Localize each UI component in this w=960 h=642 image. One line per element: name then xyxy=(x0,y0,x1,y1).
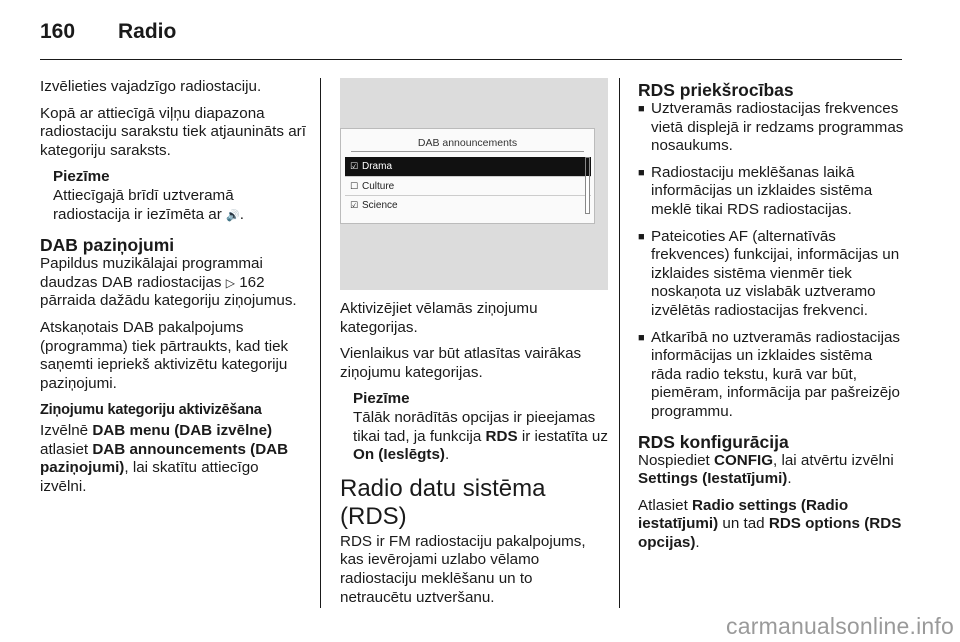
bullet-square-icon: ■ xyxy=(638,166,645,179)
page-reference-link[interactable]: 162 xyxy=(239,273,265,291)
list-item-text: Uztveramās radiostacijas frekvences vietā displejā ir redzams programmas nosaukums. xyxy=(651,100,904,155)
menu-item-label: Drama xyxy=(362,161,393,172)
menu-item-label: Science xyxy=(362,199,398,211)
speaker-icon: 🔊 xyxy=(226,209,240,222)
paragraph xyxy=(40,255,308,311)
note-label: Piezīme xyxy=(53,168,110,186)
section-heading-dab: DAB paziņojumi xyxy=(40,235,175,256)
paragraph xyxy=(40,422,308,496)
text: . xyxy=(787,470,792,488)
screen-title-divider xyxy=(351,151,584,152)
paragraph: Atskaņotais DAB pakalpojums (programma) tiek pārtraukts, kad tiek saņemti iepriekš aktivizētu kategoriju paziņojumi. xyxy=(40,318,289,392)
note-text: Attiecīgajā brīdī uztveramā radiostacija ir iezīmēta ar xyxy=(53,186,234,223)
paragraph: Vienlaikus var būt atlasītas vairākas ziņojumu kategorijas. xyxy=(340,345,582,381)
announcement-menu xyxy=(345,157,591,214)
note-text-end: . xyxy=(239,205,244,223)
section-heading-rds-config: RDS konfigurācija xyxy=(638,431,789,452)
screen-title: DAB announcements xyxy=(417,137,518,149)
screen-panel xyxy=(340,128,595,224)
list-item xyxy=(638,228,906,321)
bullet-square-icon: ■ xyxy=(638,331,645,344)
header-divider xyxy=(40,59,902,60)
paragraph xyxy=(638,452,906,489)
text: Atlasiet xyxy=(638,496,693,514)
benefits-list xyxy=(638,100,906,422)
menu-item-culture[interactable] xyxy=(345,176,591,195)
page-number: 160 xyxy=(40,20,76,43)
watermark: carmanualsonline.info xyxy=(726,613,954,639)
text: , lai atvērtu izvēlni xyxy=(773,451,894,469)
text: pārraida dažādu kategoriju ziņojumus. xyxy=(40,292,297,310)
text: Izvēlnē xyxy=(40,421,93,439)
section-heading-rds-benefits: RDS priekšrocības xyxy=(638,80,794,100)
text: Nospiediet xyxy=(638,451,714,469)
column-middle xyxy=(340,78,608,615)
text: Papildus muzikālajai programmai daudzas DAB radiostacijas xyxy=(40,255,263,291)
column-left xyxy=(40,78,308,504)
page-reference-arrow-icon: ▷ xyxy=(225,275,235,290)
list-item-text: Atkarībā no uztveramās radiostacijas informācijas un izklaides sistēma rāda radio tekstu, kurā var būt, piemēram, informācija par pašreizējo programmu. xyxy=(651,328,901,420)
list-item-text: Pateicoties AF (alternatīvās frekvences) funkcijai, informācijas un izklaides sistēma vienmēr tiek noskaņota uz vislabāk uztveramo izvēlētās radiostacijas frekvenci. xyxy=(651,227,900,319)
text: ir iestatīta uz xyxy=(517,427,608,445)
page-title: Radio xyxy=(118,20,177,43)
text: un tad xyxy=(718,515,769,533)
text: Tālāk norādītās opcijas ir pieejamas tikai tad, ja funkcija xyxy=(353,408,596,445)
text: . xyxy=(695,533,700,551)
note-box xyxy=(40,168,308,225)
page-header xyxy=(40,20,176,44)
paragraph xyxy=(638,497,906,553)
function-term: On (Ieslēgts) xyxy=(353,446,445,464)
paragraph: Aktivizējiet vēlamās ziņojumu kategorijas. xyxy=(340,300,538,336)
bullet-square-icon: ■ xyxy=(638,103,645,115)
menu-term: RDS options (RDS opcijas) xyxy=(638,515,902,551)
paragraph: Izvēlieties vajadzīgo radiostaciju. xyxy=(40,78,262,95)
note-label: Piezīme xyxy=(353,390,410,408)
text: , lai skatītu attiecīgo izvēlni. xyxy=(40,459,259,495)
menu-item-label: Culture xyxy=(362,180,395,192)
checkbox-unchecked-icon: ☐ xyxy=(350,180,359,191)
text: atlasiet xyxy=(40,440,93,458)
subheading-activation: Ziņojumu kategoriju aktivizēšana xyxy=(40,402,262,419)
menu-item-science[interactable] xyxy=(345,195,591,214)
section-heading-rds: Radio datu sistēma (RDS) xyxy=(340,474,546,530)
bullet-square-icon: ■ xyxy=(638,230,645,243)
menu-term: DAB announcements (DAB paziņojumi) xyxy=(40,440,289,477)
display-screenshot xyxy=(340,78,608,290)
scrollbar-thumb[interactable] xyxy=(586,158,589,176)
list-item xyxy=(638,329,906,422)
column-right xyxy=(638,78,906,560)
menu-term: Settings (Iestatījumi) xyxy=(638,470,788,488)
note-box xyxy=(340,390,608,464)
column-divider xyxy=(320,78,321,608)
text: . xyxy=(445,446,450,464)
list-item xyxy=(638,164,906,220)
menu-term: DAB menu (DAB izvēlne) xyxy=(92,421,273,439)
checkbox-checked-icon: ☑ xyxy=(350,199,359,210)
paragraph: Kopā ar attiecīgā viļņu diapazona radiostaciju sarakstu tiek atjaunināts arī kategoriju saraksts. xyxy=(40,104,306,159)
menu-scrollbar[interactable] xyxy=(585,157,590,214)
column-divider xyxy=(619,78,620,608)
button-term: CONFIG xyxy=(713,451,774,469)
function-term: RDS xyxy=(485,427,518,445)
list-item xyxy=(638,100,906,156)
list-item-text: Radiostaciju meklēšanas laikā informācijas un izklaides sistēma meklē tikai RDS radiostacijas. xyxy=(651,163,873,218)
menu-term: Radio settings (Radio iestatījumi) xyxy=(638,496,849,533)
paragraph: RDS ir FM radiostaciju pakalpojums, kas ievērojami uzlabo vēlamo radiostaciju meklēšanu un to netraucētu uztveršanu. xyxy=(340,532,586,606)
menu-item-drama[interactable] xyxy=(345,157,591,176)
checkbox-checked-icon: ☑ xyxy=(350,161,359,171)
